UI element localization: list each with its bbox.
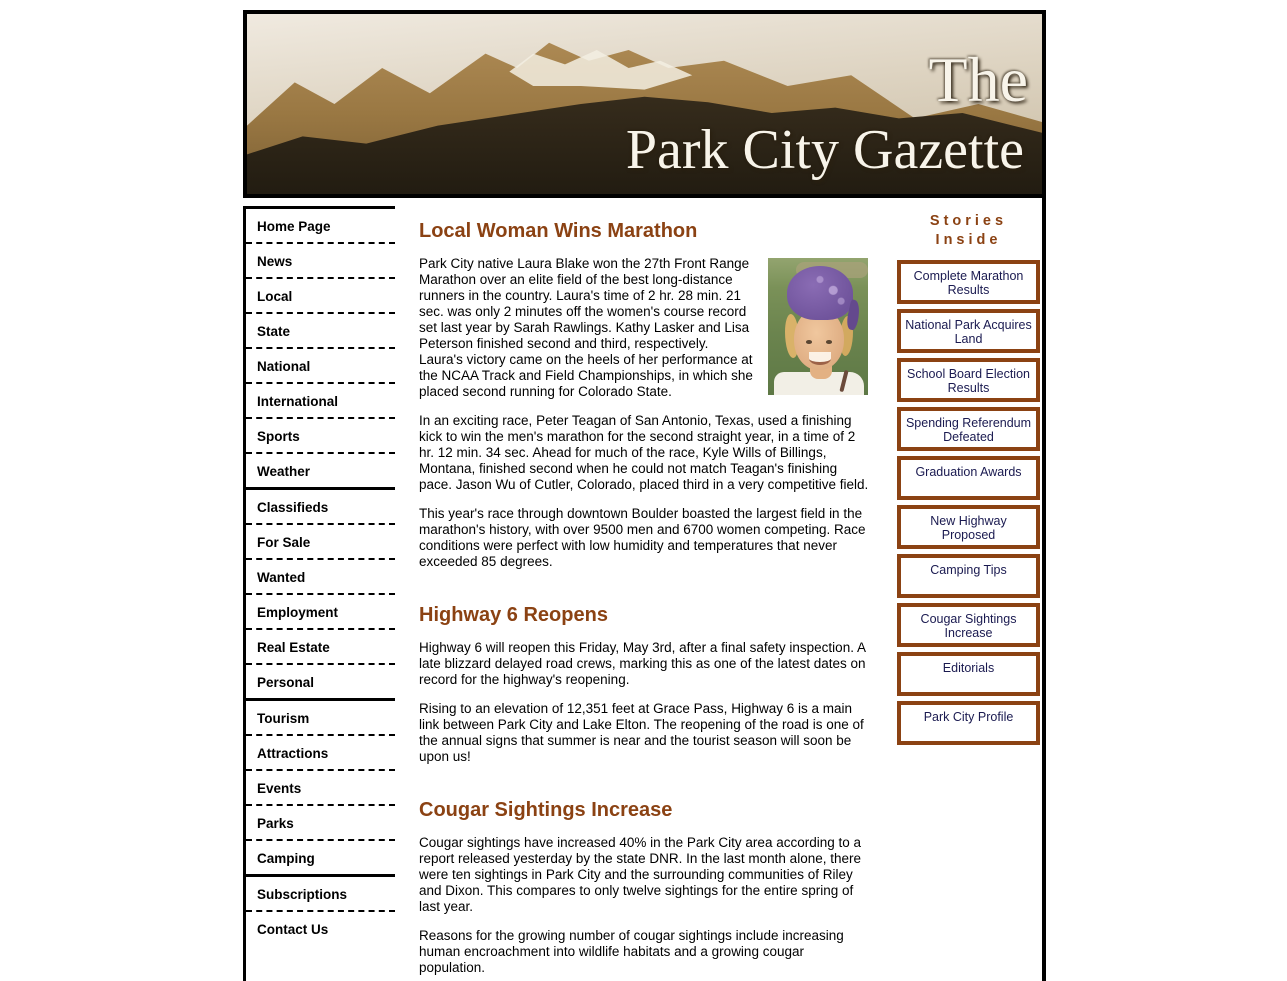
photo-eye-right [826, 340, 832, 344]
sidebar-item-sports[interactable]: Sports [246, 419, 395, 454]
story-box-label: Complete Marathon Results [913, 269, 1024, 297]
sidebar-item-parks[interactable]: Parks [246, 806, 395, 841]
marathon-winner-photo [768, 258, 868, 395]
sidebar-item-contact-us[interactable]: Contact Us [257, 922, 329, 937]
article-paragraph: Park City native Laura Blake won the 27th Front Range Marathon over an elite field of the best long-distance runners in the country. Laura's time of 2 hr. 28 min. 21 sec. was only 2 minutes off the women's course record set last year by Sarah Rawlings. Kathy Lasker and Lisa Peterson finished second and third, respectively. Laura's victory came on the heels of her performance at the NCAA Track and Field Championships, in which she placed second running for Colorado State. [419, 256, 753, 399]
sidebar-item-classifieds[interactable]: Classifieds [246, 490, 395, 525]
sidebar-item-national[interactable]: National [246, 349, 395, 384]
page [243, 10, 1046, 981]
sidebar-item-international[interactable]: International [246, 384, 395, 419]
sidebar-nav [243, 206, 395, 981]
content-area [243, 198, 1046, 981]
story-box-park-city-profile[interactable] [897, 701, 1040, 745]
article-paragraph: Cougar sightings have increased 40% in the Park City area according to a report released yesterday by the state DNR. In the last month alone, there were ten sightings in Park City and the surrounding communities of Riley and Dixon. This compares to only twelve sightings for the entire spring of last year. [419, 835, 861, 914]
article-paragraph: In an exciting race, Peter Teagan of San Antonio, Texas, used a finishing kick to win the men's marathon for the second straight year, in a time of 2 hr. 12 min. 34 sec. Ahead for much of the race, Kyle Wills of Billings, Montana, finished second when he could not match Teagan's finishing pace. Jason Wu of Cutler, Colorado, placed third in a very competitive field. [419, 413, 869, 492]
sidebar-item-tourism[interactable]: Tourism [246, 701, 395, 736]
story-box-new-highway-proposed[interactable] [897, 505, 1040, 549]
sidebar-item-for-sale[interactable]: For Sale [246, 525, 395, 560]
photo-smile [809, 352, 831, 365]
story-box-editorials[interactable] [897, 652, 1040, 696]
article-cougar-sightings-increase [419, 798, 871, 976]
story-box-spending-referendum-defeated[interactable] [897, 407, 1040, 451]
sidebar-item-news[interactable]: News [246, 244, 395, 279]
sidebar-item-employment[interactable]: Employment [246, 595, 395, 630]
story-box-label: National Park Acquires Land [905, 318, 1032, 346]
photo-eye-left [806, 340, 812, 344]
article-paragraph: Reasons for the growing number of cougar sightings include increasing human encroachment into wildlife habitats and a growing cougar population. [419, 928, 844, 975]
sidebar-item-weather[interactable]: Weather [246, 454, 395, 490]
sidebar-item-wanted[interactable]: Wanted [246, 560, 395, 595]
story-box-complete-marathon-results[interactable] [897, 260, 1040, 304]
story-box-cougar-sightings-increase[interactable] [897, 603, 1040, 647]
banner-title: Park City Gazette [625, 119, 1024, 181]
story-box-national-park-acquires-land[interactable] [897, 309, 1040, 353]
stories-inside-sidebar [897, 206, 1040, 981]
sidebar-item-events[interactable]: Events [246, 771, 395, 806]
story-box-label: School Board Election Results [907, 367, 1030, 395]
story-box-label: Park City Profile [923, 710, 1014, 724]
article-local-woman-wins-marathon [419, 219, 871, 570]
photo-purple-bandana [787, 266, 853, 320]
masthead-banner [243, 10, 1046, 198]
story-box-label: Camping Tips [930, 563, 1007, 577]
sidebar-item-home-page[interactable]: Home Page [246, 209, 395, 244]
article-title: Local Woman Wins Marathon [419, 220, 698, 242]
stories-inside-title: Stories Inside [929, 213, 1008, 248]
story-box-label: New Highway Proposed [930, 514, 1007, 542]
sidebar-item-camping[interactable]: Camping [246, 841, 395, 877]
sidebar-item-subscriptions[interactable]: Subscriptions [246, 877, 395, 912]
stories-list [897, 260, 1040, 745]
story-box-label: Graduation Awards [915, 465, 1022, 479]
article-paragraph: Highway 6 will reopen this Friday, May 3rd, after a final safety inspection. A late blizzard delayed road crews, marking this as one of the latest dates on record for the highway's reopening. [419, 640, 866, 687]
article-paragraph: Rising to an elevation of 12,351 feet at Grace Pass, Highway 6 is a main link between Park City and Lake Elton. The reopening of the road is one of the annual signs that summer is near and the tourist season will soon be upon us! [419, 701, 864, 764]
story-box-camping-tips[interactable] [897, 554, 1040, 598]
sidebar-item-real-estate[interactable]: Real Estate [246, 630, 395, 665]
article-title: Highway 6 Reopens [419, 604, 608, 626]
article-highway-6-reopens [419, 603, 871, 765]
story-box-graduation-awards[interactable] [897, 456, 1040, 500]
banner-pretitle: The [928, 44, 1028, 115]
articles [419, 206, 871, 981]
story-box-label: Editorials [942, 661, 995, 675]
article-paragraph: This year's race through downtown Boulder boasted the largest field in the marathon's history, with over 9500 men and 6700 women competing. Race conditions were perfect with low humidity and temperatures that never exceeded 85 degrees. [419, 506, 866, 569]
story-box-label: Cougar Sightings Increase [920, 612, 1017, 640]
sidebar-item-attractions[interactable]: Attractions [246, 736, 395, 771]
sidebar-item-personal[interactable]: Personal [246, 665, 395, 701]
story-box-label: Spending Referendum Defeated [905, 416, 1032, 444]
sidebar-item-local[interactable]: Local [246, 279, 395, 314]
story-box-school-board-election-results[interactable] [897, 358, 1040, 402]
article-title: Cougar Sightings Increase [419, 799, 673, 821]
sidebar-item-state[interactable]: State [246, 314, 395, 349]
